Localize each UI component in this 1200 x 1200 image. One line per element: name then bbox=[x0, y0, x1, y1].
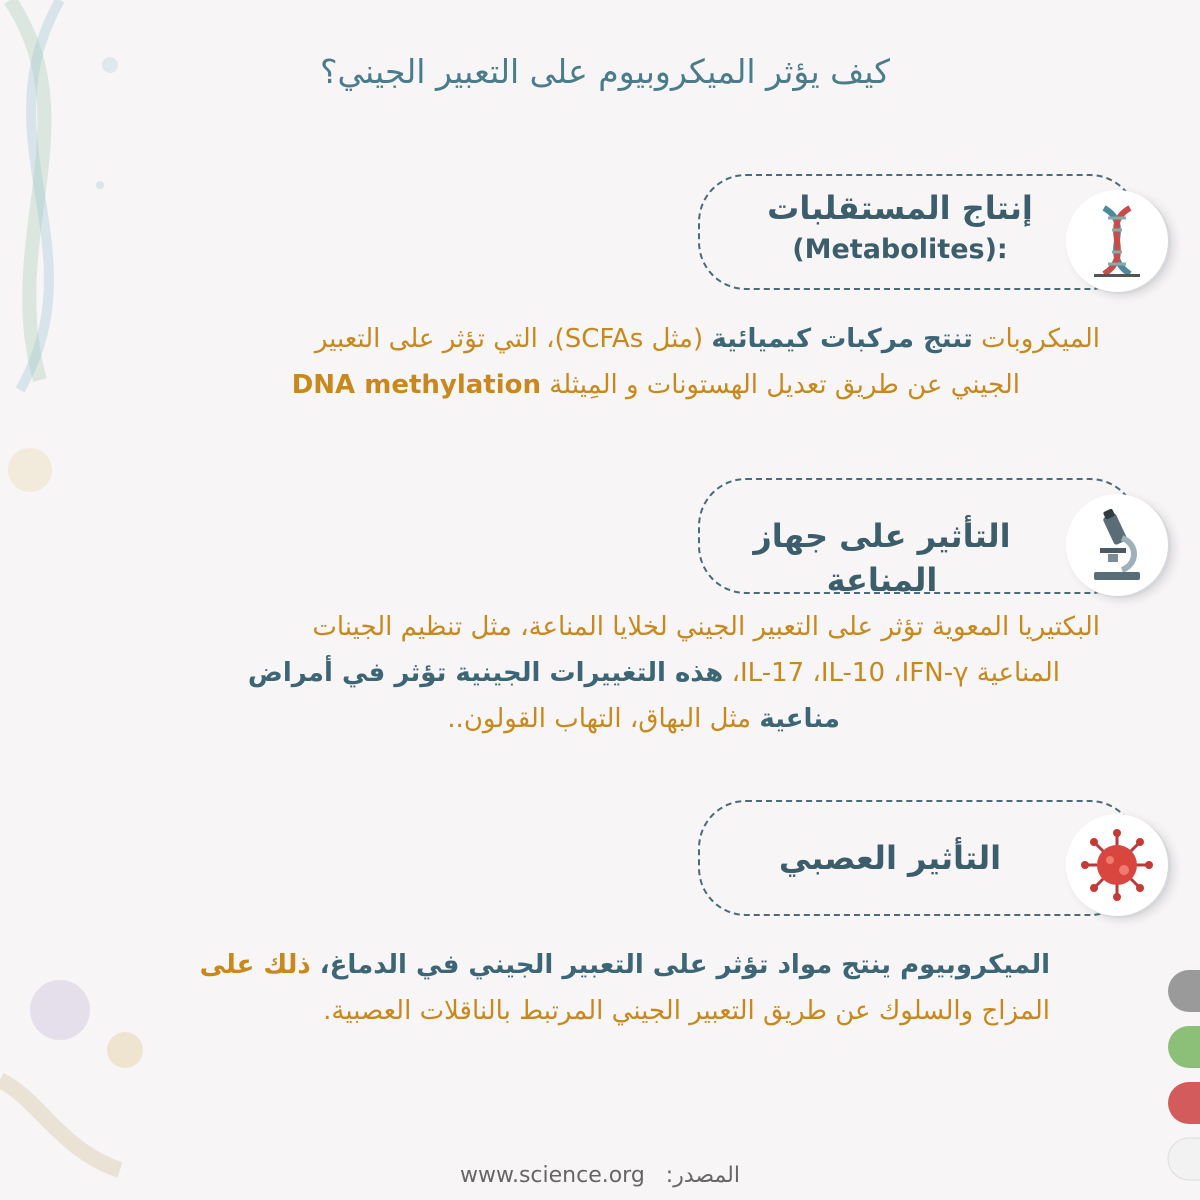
text-run-dna-methylation: DNA methylation bbox=[291, 370, 542, 400]
heading-line-1: التأثير على جهاز المناعة bbox=[753, 517, 1011, 599]
section-heading-metabolites bbox=[740, 186, 1060, 270]
section-text-immune bbox=[100, 604, 1100, 742]
text-line: البكتيريا المعوية تؤثر على التعبير الجيني لخلايا المناعة، مثل تنظيم الجينات bbox=[312, 612, 1100, 642]
section-heading-immune bbox=[712, 514, 1052, 602]
heading-line-1: إنتاج المستقلبات bbox=[767, 189, 1033, 227]
source-label: المصدر: bbox=[665, 1163, 740, 1188]
section-text-neural bbox=[100, 942, 1100, 1034]
virus-icon bbox=[1080, 828, 1154, 902]
text-run: مثل البهاق، التهاب القولون.. bbox=[447, 704, 760, 734]
source-footer bbox=[0, 1163, 1200, 1188]
text-run-highlight: تنتج مركبات كيميائية bbox=[711, 324, 973, 354]
dna-icon-badge bbox=[1066, 190, 1168, 292]
text-run-highlight: الميكروبيوم bbox=[891, 950, 1050, 980]
text-run: (مثل SCFAs)، التي تؤثر على التعبير bbox=[314, 324, 712, 354]
text-run-highlight: مناعية bbox=[759, 704, 840, 734]
text-run-highlight: ينتج مواد تؤثر على التعبير الجيني في الدماغ، bbox=[319, 950, 892, 980]
virus-icon-badge bbox=[1066, 814, 1168, 916]
microscope-icon bbox=[1086, 508, 1148, 582]
page-title: كيف يؤثر الميكروبيوم على التعبير الجيني؟ bbox=[320, 52, 890, 91]
dna-icon bbox=[1086, 204, 1148, 278]
text-line: المزاج والسلوك عن طريق التعبير الجيني المرتبط بالناقلات العصبية. bbox=[323, 996, 1050, 1026]
source-url[interactable]: www.science.org bbox=[460, 1163, 645, 1188]
text-run: الميكروبات bbox=[972, 324, 1100, 354]
text-run-highlight: هذه التغييرات الجينية تؤثر في أمراض bbox=[247, 658, 724, 688]
text-run: الجيني عن طريق تعديل الهستونات و المِيثلة bbox=[541, 370, 1020, 400]
text-run: المناعية IL-17 ،IL-10 ،IFN-γ، bbox=[723, 658, 1060, 688]
microscope-icon-badge bbox=[1066, 494, 1168, 596]
section-heading-neural bbox=[740, 836, 1040, 880]
text-run: ذلك على bbox=[199, 950, 320, 980]
heading-line-1: التأثير العصبي bbox=[778, 839, 1002, 877]
section-text-metabolites bbox=[120, 316, 1100, 408]
heading-line-2: (Metabolites): bbox=[792, 234, 1008, 265]
